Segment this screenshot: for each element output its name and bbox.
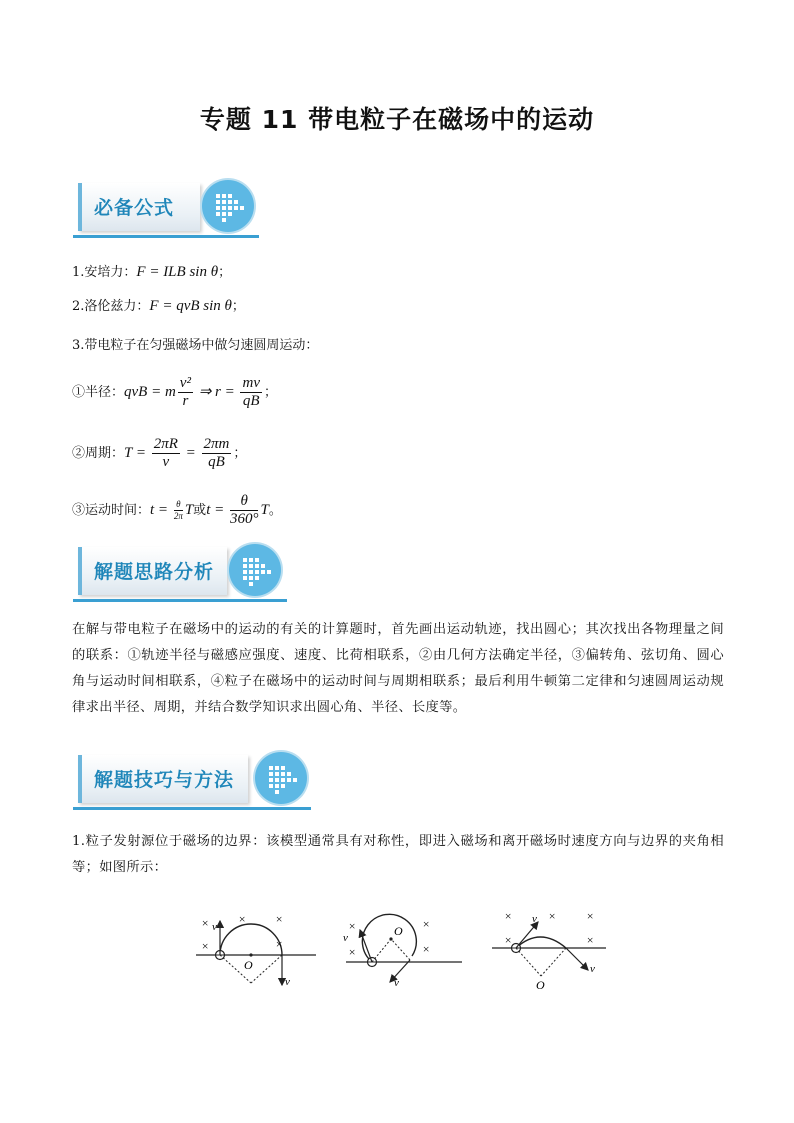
section-title: 解题技巧与方法 [94,769,235,791]
formula-line: 1.安培力：F = ILB sin θ； [72,264,232,280]
trajectory-diagram-3 [488,900,610,995]
page-title: 专题 11 带电粒子在磁场中的运动 [199,105,595,134]
dot-grid-icon [229,544,281,596]
center-label: O [244,958,253,972]
trajectory-diagram-2 [338,898,466,993]
field-cross: × [275,937,284,951]
field-cross: × [422,917,431,931]
field-cross: × [586,909,595,923]
field-cross: × [201,916,210,930]
section-title: 必备公式 [94,197,175,219]
section-title: 解题思路分析 [94,561,215,583]
field-cross: × [201,939,210,953]
field-cross: × [548,909,557,923]
formula-line: 2.洛伦兹力：F = qvB sin θ； [72,298,245,314]
velocity-label: v [394,977,399,989]
methods-paragraph: 1.粒子发射源位于磁场的边界：该模型通常具有对称性，即进入磁场和离开磁场时速度方向与边界的夹角相等；如图所示： [72,834,724,875]
field-cross: × [586,933,595,947]
field-cross: × [348,919,357,933]
velocity-label: v [285,976,290,988]
velocity-label: v [212,921,217,933]
radius-formula: ①半径：qvB = m $\frac{\text{v²}}{r}$ ⇒ r = $\frac{mv}{qB}$ ； [72,375,277,409]
section-banner-methods [78,755,314,813]
velocity-label: v [532,913,537,925]
velocity-label: v [343,932,348,944]
formula-line: 3.带电粒子在匀强磁场中做匀速圆周运动： [72,338,319,353]
field-cross: × [422,942,431,956]
period-formula: ②周期：T = $\frac{2\pi R}{v}$ = $\frac{2\pi m}{qB}$ ； [72,436,247,470]
dot-grid-icon [255,752,307,804]
section-banner-analysis [78,547,292,605]
field-cross: × [348,945,357,959]
center-label: O [394,924,403,938]
field-cross: × [238,912,247,926]
trajectory-diagram-1 [192,905,322,1000]
analysis-paragraph: 在解与带电粒子在磁场中的运动的有关的计算题时，首先画出运动轨迹，找出圆心；其次找出各物理量之间的联系：①轨迹半径与磁感应强度、速度、比荷相联系，②由几何方法确定半径，③偏转角、弦切角、圆心角与运动时间相联系，④粒子在磁场中的运动时间与周期相联系；最后利用牛顿第二定律和匀速圆周运动规律求出半径、周期，并结合数学知识求出圆心角、半径、长度等。 [72,622,724,715]
center-label: O [536,978,545,992]
field-cross: × [504,933,513,947]
field-cross: × [275,912,284,926]
dot-grid-icon [202,180,254,232]
field-cross: × [504,909,513,923]
time-formula: ③运动时间：t = $\frac{\theta}{2\pi}$ T或t = $\frac{\theta}{360^\circ}$ T。 [72,493,282,527]
velocity-label: v [590,963,595,975]
section-banner-formulas [78,183,268,241]
